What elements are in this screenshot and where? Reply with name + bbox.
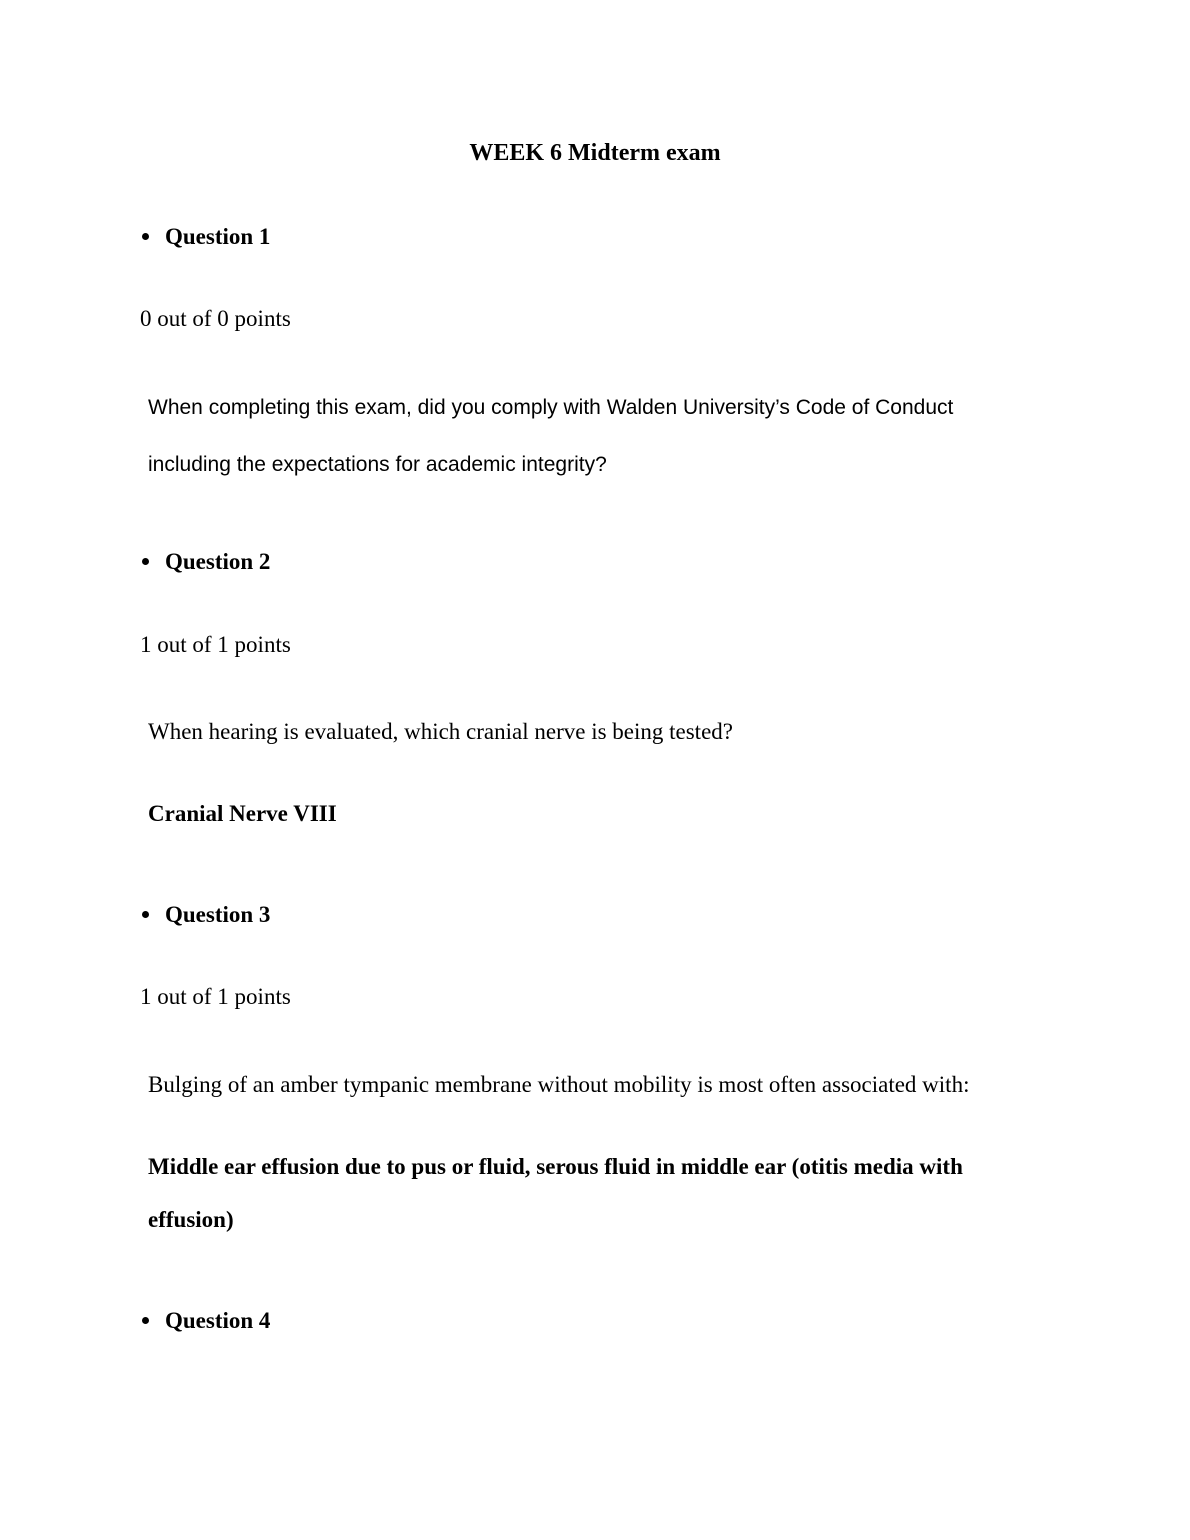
- question-1-text-line-1: When completing this exam, did you comply with Walden University’s Code of Conduct: [148, 396, 954, 419]
- bullet-icon: [142, 233, 149, 240]
- question-3-answer-line-1: Middle ear effusion due to pus or fluid, serous fluid in middle ear (otitis media with: [148, 1154, 963, 1179]
- question-3-answer-line-2: effusion): [148, 1207, 234, 1232]
- question-3-points: 1 out of 1 points: [140, 984, 291, 1009]
- question-1-heading: [140, 222, 270, 252]
- question-4-heading: [140, 1306, 270, 1336]
- bullet-icon: [142, 1317, 149, 1324]
- question-heading-label: Question 4: [165, 1308, 271, 1333]
- question-1-text-line-2: including the expectations for academic integrity?: [148, 453, 607, 476]
- page-title: WEEK 6 Midterm exam: [469, 140, 721, 166]
- bullet-icon: [142, 558, 149, 565]
- question-2-answer: Cranial Nerve VIII: [148, 801, 337, 826]
- question-1-points: 0 out of 0 points: [140, 306, 291, 331]
- bullet-icon: [142, 911, 149, 918]
- question-heading-label: Question 3: [165, 902, 271, 927]
- question-2-heading: [140, 547, 270, 577]
- question-3-text: Bulging of an amber tympanic membrane without mobility is most often associated with:: [148, 1072, 970, 1097]
- question-heading-label: Question 1: [165, 224, 271, 249]
- question-2-points: 1 out of 1 points: [140, 632, 291, 657]
- question-3-heading: [140, 900, 270, 930]
- question-2-text: When hearing is evaluated, which cranial nerve is being tested?: [148, 719, 733, 744]
- question-heading-label: Question 2: [165, 549, 271, 574]
